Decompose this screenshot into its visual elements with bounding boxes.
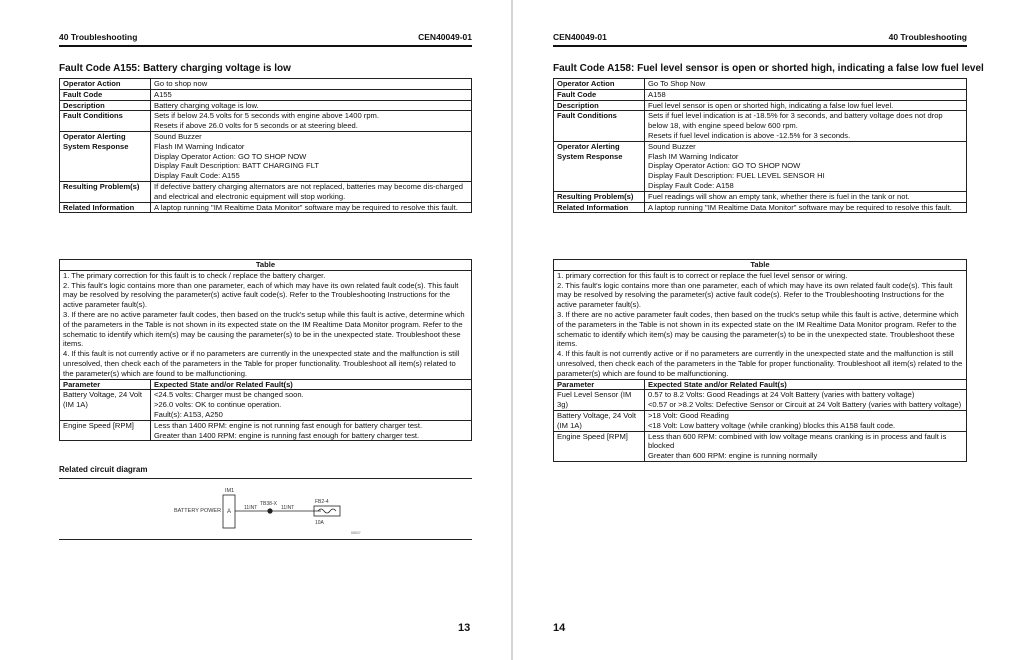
info-label: Fault Conditions <box>60 111 151 132</box>
info-label: Operator Alerting System Response <box>60 131 151 181</box>
parameter-expected-state <box>151 420 472 441</box>
parameter-name: Battery Voltage, 24 Volt (IM 1A) <box>60 390 151 420</box>
info-value-line: Flash IM Warning Indicator <box>154 141 245 151</box>
circuit-source-label: BATTERY POWER <box>174 508 222 514</box>
troubleshooting-notes <box>554 270 967 379</box>
page-14 <box>513 0 1024 660</box>
component-label: IM1 <box>225 488 235 494</box>
parameter-name: Engine Speed [RPM] <box>60 420 151 441</box>
info-value-line: A155 <box>154 89 172 99</box>
info-row <box>60 202 472 213</box>
troubleshooting-note: 3. If there are no active parameter fault codes, then based on the truck's setup while this fault is active, determine which of the parameters in the Table is not shown in its expected state on the IM Realtime Data Monitor program. Refer to the schematic to identify which item(s) may be causing the parameter(s) to be in the unexpected state. Troubleshoot these items. <box>63 309 465 349</box>
parameter-expected-state <box>645 431 967 461</box>
parameter-row <box>554 431 967 461</box>
info-label: Fault Code <box>554 89 645 100</box>
info-row <box>60 89 472 100</box>
parameter-expected-state <box>151 390 472 420</box>
info-row <box>60 111 472 132</box>
info-label: Operator Alerting System Response <box>554 141 645 191</box>
info-value <box>645 89 967 100</box>
troubleshooting-note: 1. The primary correction for this fault is to check / replace the battery charger. <box>63 270 326 280</box>
header-section: 40 Troubleshooting <box>888 32 967 42</box>
info-row <box>554 141 967 191</box>
info-value-line: Fuel level sensor is open or shorted high, indicating a false low fuel level. <box>648 100 894 110</box>
wire-label-2: 11INT <box>281 505 295 511</box>
troubleshooting-note: 4. If this fault is not currently active or if no parameters are currently in the unexpected state and the malfunction is still unresolved, then check each of the parameters in the Table for proper functionality. Troubleshoot all item(s) related to the parameter(s) which are found to be malfunctioning. <box>63 349 460 378</box>
info-value <box>151 89 472 100</box>
col-header-parameter: Parameter <box>60 379 151 390</box>
info-value <box>151 202 472 213</box>
info-label: Resulting Problem(s) <box>60 181 151 202</box>
info-label: Fault Code <box>60 89 151 100</box>
info-value <box>151 100 472 111</box>
info-row <box>554 79 967 90</box>
circuit-svg <box>59 479 472 539</box>
troubleshooting-table <box>553 259 967 462</box>
info-value-line: Go To Shop Now <box>648 79 706 88</box>
header-rule <box>553 45 967 47</box>
expected-state-line: Less than 1400 RPM: engine is not running fast enough for battery charger test. <box>154 420 423 430</box>
info-row <box>554 100 967 111</box>
info-value-line: If defective battery charging alternators are not replaced, batteries may become dis-charged and electrical and electronic equipment will stop working. <box>154 181 463 201</box>
info-row <box>554 202 967 213</box>
circuit-diagram <box>59 478 472 540</box>
figure-id: 88837 <box>351 531 361 535</box>
header-doc-id: CEN40049-01 <box>553 32 607 42</box>
expected-state-line: Greater than 600 RPM: engine is running normally <box>648 451 818 461</box>
header-doc-id: CEN40049-01 <box>418 32 472 42</box>
info-value-line: Display Fault Description: FUEL LEVEL SENSOR HI <box>648 171 825 181</box>
expected-state-line: <18 Volt: Low battery voltage (while cranking) blocks this A158 fault code. <box>648 420 896 430</box>
expected-state-line: 0.57 to 8.2 Volts: Good Readings at 24 Volt Battery (varies with battery voltage) <box>648 390 915 400</box>
info-value-line: Display Fault Code: A158 <box>648 180 734 190</box>
info-value-line: Fuel readings will show an empty tank, whether there is fuel in the tank or not. <box>648 191 910 201</box>
info-value <box>645 141 967 191</box>
header-section: 40 Troubleshooting <box>59 32 138 42</box>
troubleshooting-notes <box>60 270 472 379</box>
troubleshooting-note: 3. If there are no active parameter fault codes, then based on the truck's setup while this fault is active, determine which of the parameters in the Table is not shown in its expected state on the IM Realtime Data Monitor program. Refer to the schematic to identify which item(s) may be causing the parameter(s) to be in the unexpected state. Troubleshoot these items. <box>557 309 959 349</box>
info-value-line: Sound Buzzer <box>154 131 202 141</box>
info-value <box>151 79 472 90</box>
parameter-row <box>60 420 472 441</box>
header-rule <box>59 45 472 47</box>
parameter-name: Fuel Level Sensor (IM 3g) <box>554 390 645 411</box>
info-row <box>60 131 472 181</box>
expected-state-line: Less than 600 RPM: combined with low voltage means cranking is in process and fault is blocked <box>648 431 947 451</box>
info-row <box>554 111 967 141</box>
expected-state-line: Greater than 1400 RPM: engine is running fast enough for battery charger test. <box>154 430 420 440</box>
expected-state-line: >26.0 volts: OK to continue operation. <box>154 400 282 410</box>
troubleshooting-note: 4. If this fault is not currently active or if no parameters are currently in the unexpected state and the malfunction is still unresolved, then check each of the parameters in the Table for proper functionality. Troubleshoot all item(s) related to the parameter(s) which are found to be malfunctioning. <box>557 349 963 378</box>
info-value <box>645 111 967 141</box>
info-label: Related Information <box>60 202 151 213</box>
troubleshooting-table <box>59 259 472 441</box>
info-value <box>645 79 967 90</box>
parameter-row <box>554 410 967 431</box>
parameter-row <box>60 390 472 420</box>
info-value-line: Sets if fuel level indication is at -18.5% for 3 seconds, and battery voltage does not drop below 18, with engine speed below 600 rpm. <box>648 111 943 131</box>
info-value-line: Sets if below 24.5 volts for 5 seconds with engine above 1400 rpm. <box>154 111 379 121</box>
info-value <box>151 111 472 132</box>
info-value-line: A laptop running "IM Realtime Data Monitor" software may be required to resolve this fault. <box>648 202 952 212</box>
info-value-line: Display Fault Description: BATT CHARGING FLT <box>154 161 319 171</box>
table-title: Table <box>60 260 472 271</box>
expected-state-line: <0.57 or >8.2 Volts: Defective Sensor or Circuit at 24 Volt Battery (varies with battery voltage) <box>648 400 962 410</box>
info-value-line: Sound Buzzer <box>648 141 696 151</box>
info-value <box>645 191 967 202</box>
col-header-parameter: Parameter <box>554 379 645 390</box>
info-value-line: A158 <box>648 89 666 99</box>
info-value-line: Battery charging voltage is low. <box>154 100 259 110</box>
info-row <box>60 181 472 202</box>
fault-info-table <box>553 78 967 213</box>
parameter-name: Battery Voltage, 24 Volt (IM 1A) <box>554 410 645 431</box>
info-value-line: Display Operator Action: GO TO SHOP NOW <box>648 161 801 171</box>
wire-label-1: 11INT <box>244 505 258 511</box>
parameter-expected-state <box>645 390 967 411</box>
parameter-expected-state <box>645 410 967 431</box>
fault-title: Fault Code A158: Fuel level sensor is open or shorted high, indicating a false low fuel level <box>553 63 984 74</box>
info-value <box>151 181 472 202</box>
troubleshooting-note: 1. primary correction for this fault is to correct or replace the fuel level sensor or wiring. <box>557 270 848 280</box>
parameter-name: Engine Speed [RPM] <box>554 431 645 461</box>
info-value-line: A laptop running "IM Realtime Data Monitor" software may be required to resolve this fault. <box>154 202 458 212</box>
col-header-expected: Expected State and/or Related Fault(s) <box>151 379 472 390</box>
info-label: Related Information <box>554 202 645 213</box>
info-value-line: Resets if above 26.0 volts for 5 seconds or at steering bleed. <box>154 121 358 131</box>
page-number: 14 <box>553 622 566 634</box>
junction-label: TB38-X <box>260 501 277 507</box>
pin-label: A <box>227 509 232 515</box>
info-label: Fault Conditions <box>554 111 645 141</box>
info-value-line: Display Fault Code: A155 <box>154 171 240 181</box>
fuse-label: FB2-4 <box>315 499 329 505</box>
parameter-row <box>554 390 967 411</box>
fault-info-table <box>59 78 472 213</box>
table-title: Table <box>554 260 967 271</box>
page-number: 13 <box>458 622 471 634</box>
info-value-line: Go to shop now <box>154 79 208 88</box>
expected-state-line: >18 Volt: Good Reading <box>648 410 729 420</box>
info-label: Resulting Problem(s) <box>554 191 645 202</box>
info-row <box>554 89 967 100</box>
info-row <box>554 191 967 202</box>
fuse-rating: 10A <box>315 520 324 526</box>
expected-state-line: Fault(s): A153, A250 <box>154 409 223 419</box>
info-label: Operator Action <box>554 79 645 90</box>
info-value-line: Display Operator Action: GO TO SHOP NOW <box>154 151 307 161</box>
info-value-line: Resets if fuel level indication is above -12.5% for 3 seconds. <box>648 130 851 140</box>
info-value <box>151 131 472 181</box>
info-value-line: Flash IM Warning Indicator <box>648 151 739 161</box>
troubleshooting-note: 2. This fault's logic contains more than one parameter, each of which may have its own related fault code(s). This fault may be resolved by resolving the parameter(s) active fault code(s). Refer to the Troubleshooting Instructions for the active parameter fault(s). <box>63 280 459 310</box>
info-value <box>645 100 967 111</box>
info-label: Description <box>554 100 645 111</box>
info-value <box>645 202 967 213</box>
fault-title: Fault Code A155: Battery charging voltage is low <box>59 63 291 74</box>
info-row <box>60 100 472 111</box>
troubleshooting-note: 2. This fault's logic contains more than one parameter, each of which may have its own related fault code(s). This fault may be resolved by resolving the parameter(s) active fault code(s). Refer to the Troubleshooting Instructions for the active parameter fault(s). <box>557 280 953 310</box>
info-label: Operator Action <box>60 79 151 90</box>
junction-dot <box>267 508 272 513</box>
col-header-expected: Expected State and/or Related Fault(s) <box>645 379 967 390</box>
info-label: Description <box>60 100 151 111</box>
info-row <box>60 79 472 90</box>
expected-state-line: <24.5 volts: Charger must be changed soon. <box>154 390 304 400</box>
circuit-diagram-title: Related circuit diagram <box>59 465 148 474</box>
